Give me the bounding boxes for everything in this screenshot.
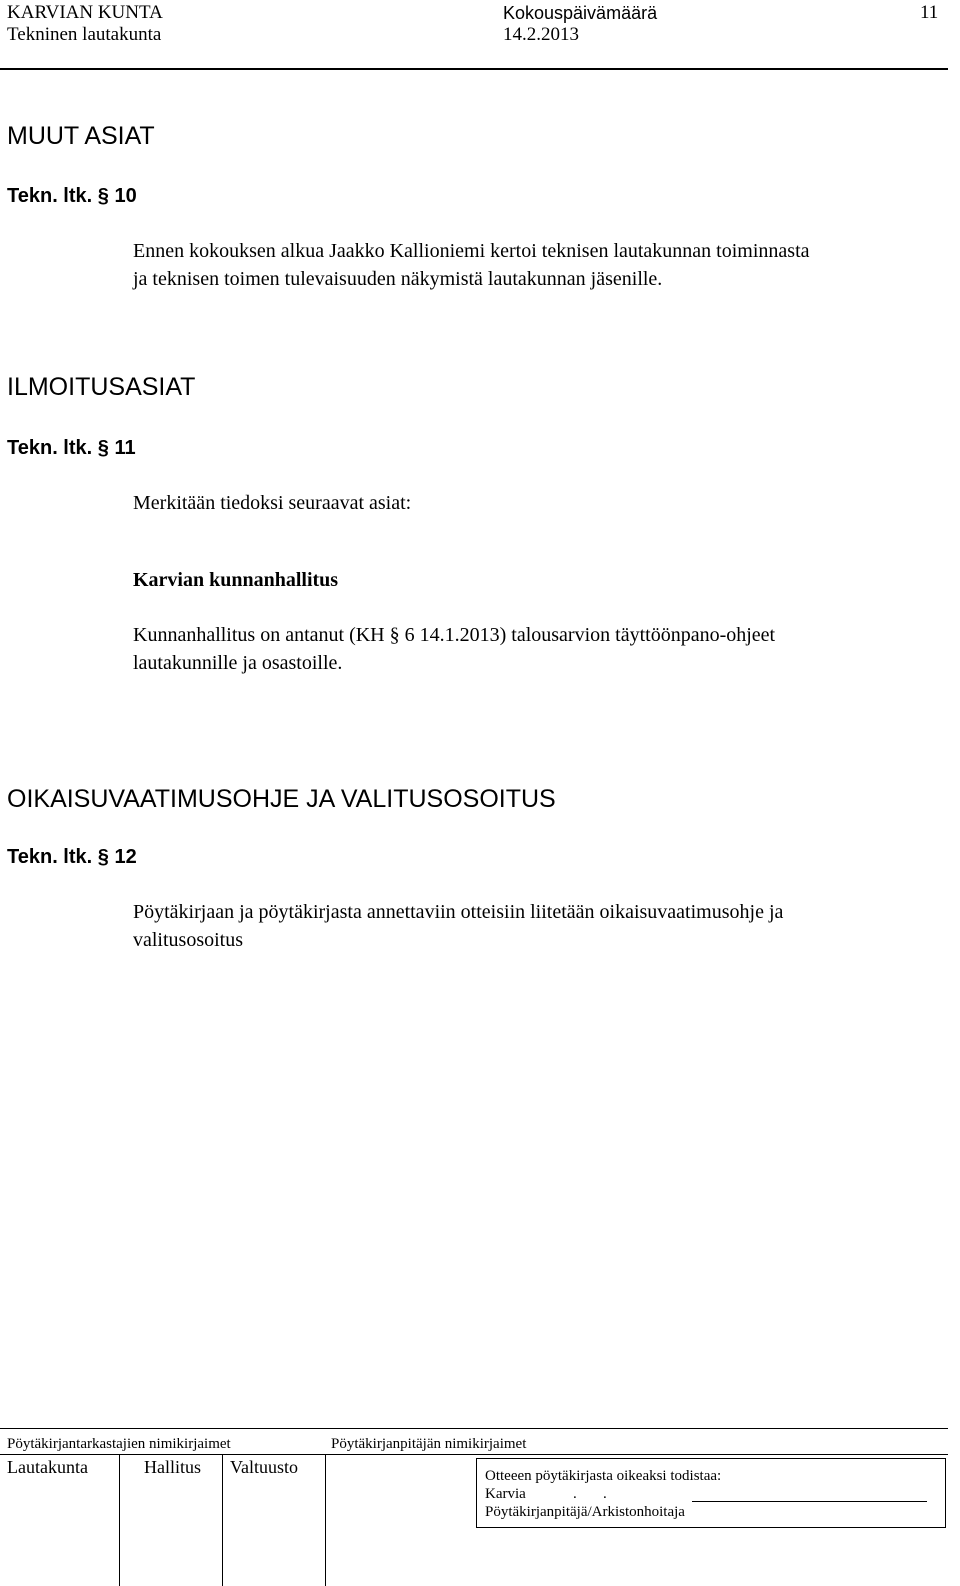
paragraph-line: lautakunnille ja osastoille.	[133, 652, 343, 674]
section-heading-oikaisuvaatimus: OIKAISUVAATIMUSOHJE JA VALITUSOSOITUS	[7, 785, 556, 813]
column-divider	[222, 1454, 223, 1586]
header-date-label: Kokouspäivämäärä	[503, 3, 658, 23]
page-number: 11	[920, 2, 939, 23]
certify-place: Karvia	[485, 1486, 526, 1502]
header-org: KARVIAN KUNTA	[7, 2, 163, 23]
section-ref-10: Tekn. ltk. § 10	[7, 185, 137, 207]
section-ref-11: Tekn. ltk. § 11	[7, 437, 136, 459]
paragraph-line: ja teknisen toimen tulevaisuuden näkymistä lautakunnan jäsenille.	[133, 268, 663, 290]
footer-rule	[0, 1428, 948, 1429]
column-divider	[325, 1454, 326, 1586]
header-board: Tekninen lautakunta	[7, 24, 162, 45]
header-date: 14.2.2013	[503, 24, 579, 45]
section-ref-12: Tekn. ltk. § 12	[7, 846, 137, 868]
column-lautakunta: Lautakunta	[7, 1457, 88, 1477]
column-divider	[119, 1454, 120, 1586]
section-heading-ilmoitusasiat: ILMOITUSASIAT	[7, 373, 196, 401]
column-valtuusto: Valtuusto	[230, 1457, 299, 1477]
certify-role: Pöytäkirjanpitäjä/Arkistonhoitaja	[485, 1504, 685, 1520]
certification-box	[476, 1458, 946, 1528]
intro-text: Merkitään tiedoksi seuraavat asiat:	[133, 492, 412, 514]
paragraph-line: Ennen kokouksen alkua Jaakko Kallioniemi kertoi teknisen lautakunnan toiminnasta	[133, 240, 810, 262]
secretary-label: Pöytäkirjanpitäjän nimikirjaimet	[331, 1436, 527, 1452]
header-rule	[0, 68, 948, 70]
paragraph-line: Pöytäkirjaan ja pöytäkirjasta annettaviin otteisiin liitetään oikaisuvaatimusohje ja	[133, 901, 784, 923]
column-hallitus: Hallitus	[144, 1457, 201, 1477]
paragraph-line: Kunnanhallitus on antanut (KH § 6 14.1.2013) talousarvion täyttöönpano-ohjeet	[133, 624, 776, 646]
footer-rule	[0, 1454, 948, 1455]
checkers-label: Pöytäkirjantarkastajien nimikirjaimet	[7, 1436, 231, 1452]
certify-title: Otteeen pöytäkirjasta oikeaksi todistaa:	[485, 1468, 722, 1484]
subheading: Karvian kunnanhallitus	[133, 569, 339, 591]
section-heading-muut-asiat: MUUT ASIAT	[7, 122, 155, 150]
signature-line	[692, 1501, 927, 1502]
certify-date-dots: . .	[573, 1486, 607, 1502]
paragraph-line: valitusosoitus	[133, 929, 244, 951]
